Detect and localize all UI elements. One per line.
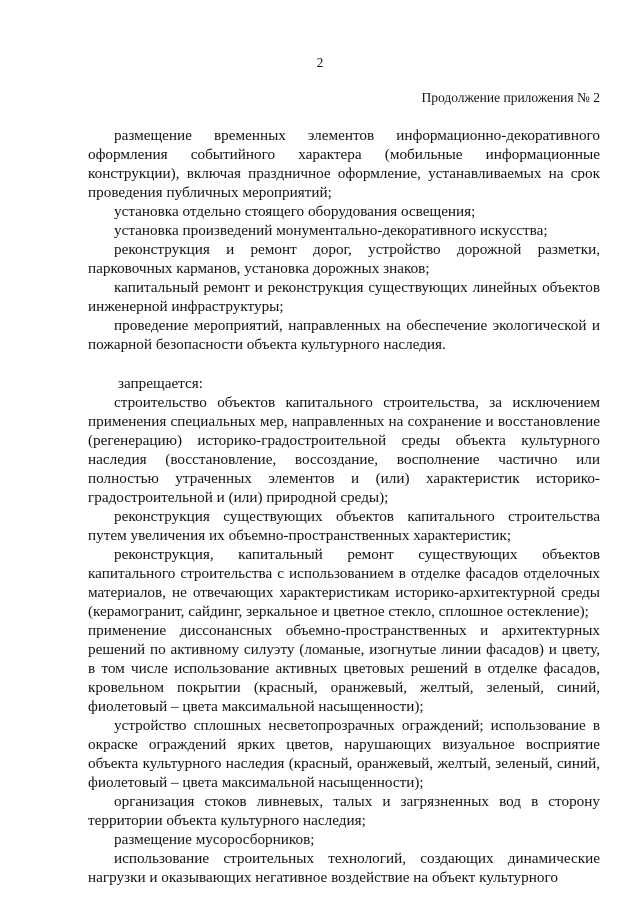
allowed-item: установка произведений монументально-декоративного искусства; <box>114 222 548 239</box>
document-body <box>88 126 600 887</box>
prohibited-item: размещение мусоросборников; <box>114 831 315 848</box>
allowed-item: установка отдельно стоящего оборудования освещения; <box>114 203 476 220</box>
allowed-item: проведение мероприятий, направленных на обеспечение экологической и пожарной безопасности объекта культурного наследия. <box>88 317 600 353</box>
appendix-continuation-note: Продолжение приложения № 2 <box>421 90 600 105</box>
page-number: 2 <box>316 55 324 70</box>
prohibited-item: реконструкция, капитальный ремонт существующих объектов капитального строительства с использованием в отделке фасадов отделочных материалов, не отвечающих характеристикам историко-архитектурной среды (керамогранит, сайдинг, зеркальное и цветное стекло, сплошное остекление); <box>88 546 600 620</box>
allowed-item: реконструкция и ремонт дорог, устройство дорожной разметки, парковочных карманов, установка дорожных знаков; <box>88 241 600 277</box>
prohibited-item: применение диссонансных объемно-пространственных и архитектурных решений по активному силуэту (ломаные, изогнутые линии фасадов) и цвету, в том числе использование активных цветовых решений в отделке фасадов, кровельном покрытии (красный, оранжевый, желтый, зеленый, синий, фиолетовый – цвета максимальной насыщенности); <box>88 622 600 715</box>
prohibited-item: реконструкция существующих объектов капитального строительства путем увеличения их объемно-пространственных характеристик; <box>88 508 600 544</box>
prohibited-item: строительство объектов капитального строительства, за исключением применения специальных мер, направленных на сохранение и восстановление (регенерацию) историко-градостроительной среды объекта культурного наследия (восстановление, воссоздание, восполнение частично или полностью утраченных элементов и (или) характеристик историко-градостроительной и (или) природной среды); <box>88 394 600 506</box>
prohibited-item: использование строительных технологий, создающих динамические нагрузки и оказывающих негативное воздействие на объект культурного <box>88 850 600 886</box>
allowed-item: размещение временных элементов информационно-декоративного оформления событийного характера (мобильные информационные конструкции), включая праздничное оформление, устанавливаемых на срок проведения публичных мероприятий; <box>88 127 600 201</box>
prohibited-item: устройство сплошных несветопрозрачных ограждений; использование в окраске ограждений ярких цветов, нарушающих визуальное восприятие объекта культурного наследия (красный, оранжевый, желтый, зеленый, синий, фиолетовый – цвета максимальной насыщенности); <box>88 717 600 791</box>
prohibited-item: организация стоков ливневых, талых и загрязненных вод в сторону территории объекта культурного наследия; <box>88 793 600 829</box>
prohibited-heading: запрещается: <box>118 375 203 392</box>
allowed-item: капитальный ремонт и реконструкция существующих линейных объектов инженерной инфраструктуры; <box>88 279 600 315</box>
